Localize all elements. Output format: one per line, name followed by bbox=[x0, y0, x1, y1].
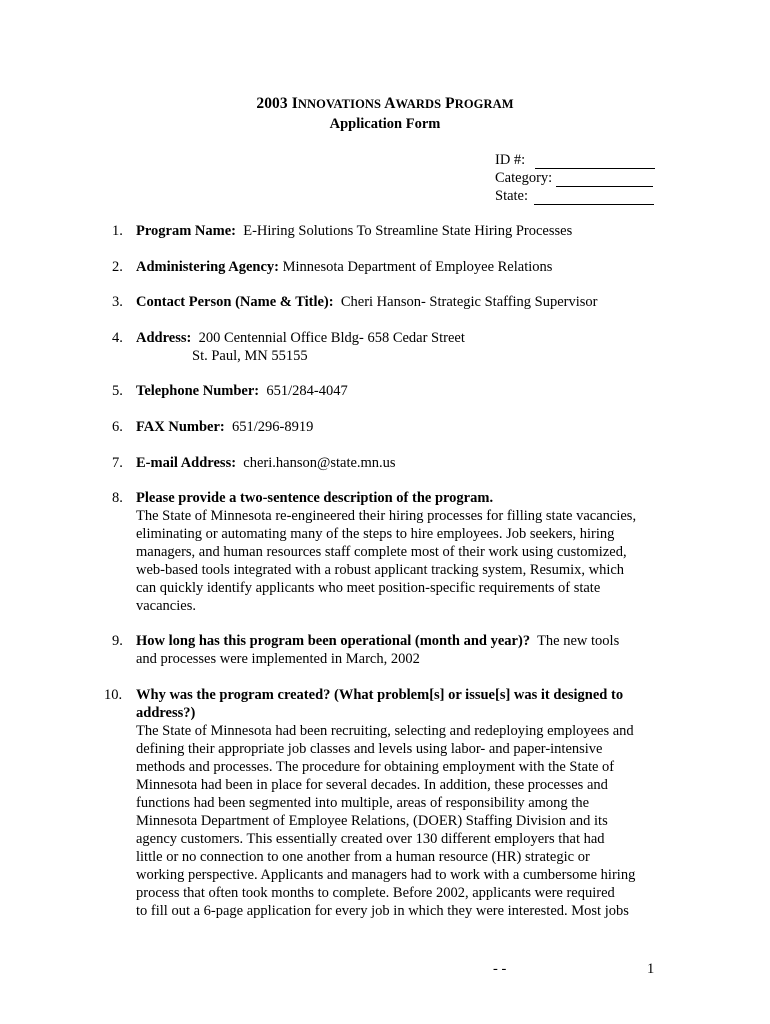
item-label: Administering Agency: bbox=[136, 259, 279, 275]
paragraph-line: vacancies. bbox=[136, 598, 196, 614]
item-number: 6. bbox=[112, 419, 123, 435]
paragraph-line: working perspective. Applicants and managers had to work with a cumbersome hiring bbox=[136, 867, 636, 883]
item-number: 1. bbox=[112, 223, 123, 239]
item-value: 200 Centennial Office Bldg- 658 Cedar Street bbox=[198, 330, 465, 346]
item-number: 4. bbox=[112, 330, 123, 346]
category-field[interactable] bbox=[556, 173, 653, 187]
item-number: 2. bbox=[112, 259, 123, 275]
paragraph-line: Minnesota had been in place for several decades. In addition, these processes and bbox=[136, 777, 608, 793]
item-value: 651/284-4047 bbox=[266, 383, 348, 399]
paragraph-line: managers, and human resources staff complete most of their work using customized, bbox=[136, 544, 627, 560]
item-label: How long has this program been operational (month and year)? bbox=[136, 633, 531, 649]
footer-dashes: - - bbox=[493, 961, 507, 977]
paragraph-line: The State of Minnesota re-engineered their hiring processes for filling state vacancies, bbox=[136, 508, 637, 524]
title-word: A bbox=[384, 95, 396, 112]
item-label: Why was the program created? (What problem[s] or issue[s] was it designed to bbox=[136, 687, 624, 703]
item-label: Telephone Number: bbox=[136, 383, 260, 399]
category-row bbox=[495, 169, 655, 187]
paragraph-line: defining their appropriate job classes and levels using labor- and paper-intensive bbox=[136, 741, 603, 757]
item-label: Contact Person (Name & Title): bbox=[136, 294, 334, 310]
paragraph-line: web-based tools integrated with a robust applicant tracking system, Resumix, which bbox=[136, 562, 625, 578]
item-number: 9. bbox=[112, 633, 123, 649]
id-row bbox=[495, 151, 655, 169]
item-number: 5. bbox=[112, 383, 123, 399]
item-label: Address: bbox=[136, 330, 192, 346]
title-year: 2003 bbox=[256, 95, 288, 112]
title-word: P bbox=[445, 95, 455, 112]
id-block bbox=[495, 151, 655, 205]
paragraph-line: process that often took months to complete. Before 2002, applicants were required bbox=[136, 885, 615, 901]
title-word: ROGRAM bbox=[454, 97, 514, 111]
title-word: WARDS bbox=[395, 97, 442, 111]
paragraph-line: methods and processes. The procedure for obtaining employment with the State of bbox=[136, 759, 615, 775]
category-label: Category: bbox=[495, 170, 553, 186]
document-subtitle: Application Form bbox=[329, 116, 441, 132]
paragraph-line: agency customers. This essentially created over 130 different employers that had bbox=[136, 831, 605, 847]
state-row bbox=[495, 187, 655, 205]
paragraph-line: to fill out a 6-page application for every job in which they were interested. Most jobs bbox=[136, 903, 629, 919]
item-number: 7. bbox=[112, 455, 123, 471]
item-value: Minnesota Department of Employee Relations bbox=[282, 259, 553, 275]
item-number: 3. bbox=[112, 294, 123, 310]
title-word: NNOVATIONS bbox=[297, 97, 382, 111]
document-title bbox=[0, 95, 770, 113]
item-value: Cheri Hanson- Strategic Staffing Supervisor bbox=[340, 294, 598, 310]
item-number: 8. bbox=[112, 490, 123, 506]
paragraph-line: Minnesota Department of Employee Relations, (DOER) Staffing Division and its bbox=[136, 813, 608, 829]
id-label: ID #: bbox=[495, 152, 526, 168]
item-value: cheri.hanson@state.mn.us bbox=[243, 455, 396, 471]
paragraph-line: can quickly identify applicants who meet position-specific requirements of state bbox=[136, 580, 601, 596]
item-label: Program Name: bbox=[136, 223, 236, 239]
item-number: 10. bbox=[104, 687, 123, 703]
item-label: E-mail Address: bbox=[136, 455, 237, 471]
item-value-line2: and processes were implemented in March, 2002 bbox=[136, 651, 420, 667]
item-value-line2: St. Paul, MN 55155 bbox=[192, 348, 308, 364]
item-label-line2: address?) bbox=[136, 705, 196, 721]
item-label: FAX Number: bbox=[136, 419, 225, 435]
item-value: The new tools bbox=[537, 633, 620, 649]
title-word: I bbox=[291, 95, 298, 112]
paragraph-line: eliminating or automating many of the steps to hire employees. Job seekers, hiring bbox=[136, 526, 615, 542]
state-label: State: bbox=[495, 188, 529, 204]
item-value: 651/296-8919 bbox=[231, 419, 314, 435]
page-number: 1 bbox=[647, 961, 655, 977]
paragraph-line: functions had been segmented into multiple, areas of responsibility among the bbox=[136, 795, 590, 811]
item-value: E-Hiring Solutions To Streamline State Hiring Processes bbox=[243, 223, 573, 239]
item-label: Please provide a two-sentence description of the program. bbox=[136, 490, 494, 506]
id-field[interactable] bbox=[535, 155, 655, 169]
state-field[interactable] bbox=[534, 191, 654, 205]
paragraph-line: little or no connection to one another from a human resource (HR) strategic or bbox=[136, 849, 590, 865]
paragraph-line: The State of Minnesota had been recruiting, selecting and redeploying employees and bbox=[136, 723, 634, 739]
